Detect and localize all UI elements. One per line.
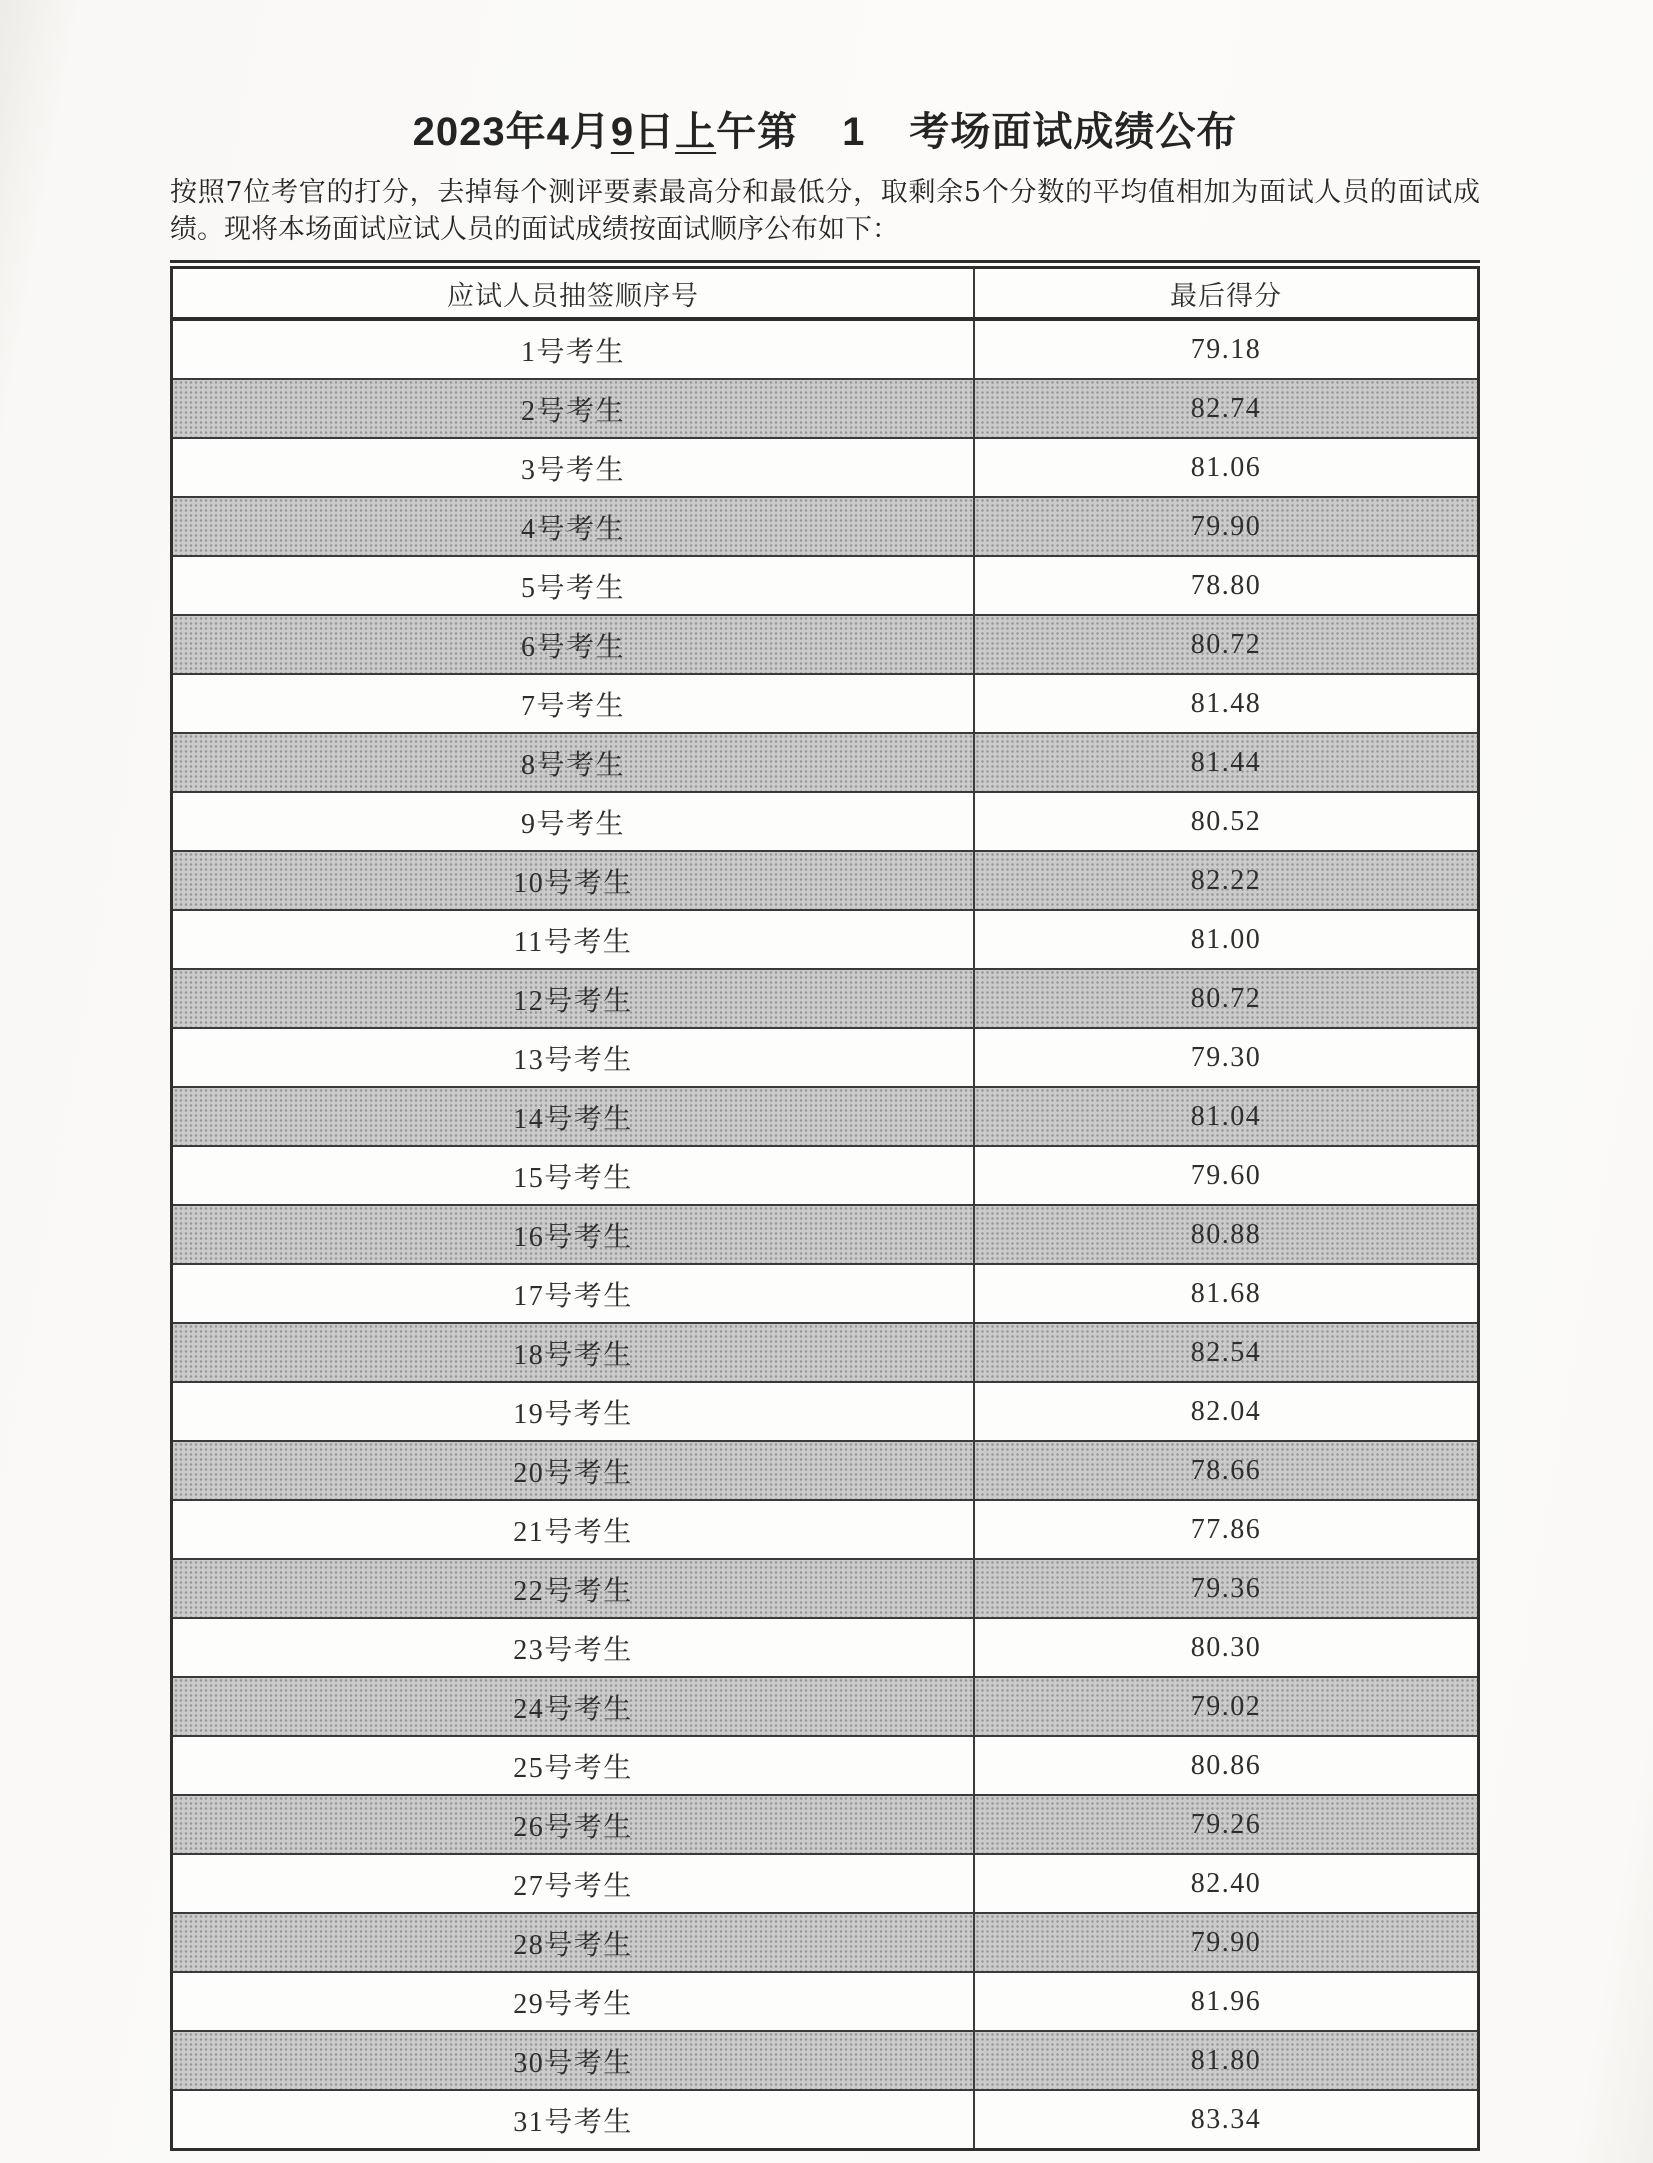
candidate-cell: 4号考生 (172, 497, 974, 556)
score-cell: 81.48 (974, 674, 1479, 733)
intro-paragraph: 按照7位考官的打分，去掉每个测评要素最高分和最低分，取剩余5个分数的平均值相加为面试人员的面试成绩。现将本场面试应试人员的面试成绩按面试顺序公布如下： (170, 177, 1480, 245)
score-cell: 78.66 (974, 1441, 1479, 1500)
score-cell: 81.00 (974, 910, 1479, 969)
candidate-cell: 3号考生 (172, 438, 974, 497)
score-cell: 81.44 (974, 733, 1479, 792)
candidate-cell: 22号考生 (172, 1559, 974, 1618)
title-date-prefix: 2023年4月 (412, 110, 611, 154)
candidate-cell: 30号考生 (172, 2031, 974, 2090)
score-table (170, 260, 1480, 2151)
score-cell: 81.96 (974, 1972, 1479, 2031)
candidate-cell: 10号考生 (172, 851, 974, 910)
candidate-cell: 19号考生 (172, 1382, 974, 1441)
table-row (172, 1205, 1479, 1264)
score-cell: 80.86 (974, 1736, 1479, 1795)
table-row (172, 379, 1479, 438)
candidate-cell: 11号考生 (172, 910, 974, 969)
table-row (172, 1795, 1479, 1854)
candidate-cell: 23号考生 (172, 1618, 974, 1677)
page-title (170, 106, 1480, 158)
table-row (172, 497, 1479, 556)
title-room-number: 1 (842, 110, 866, 154)
score-cell: 79.90 (974, 497, 1479, 556)
table-row (172, 556, 1479, 615)
table-row (172, 851, 1479, 910)
score-cell: 80.88 (974, 1205, 1479, 1264)
candidate-cell: 6号考生 (172, 615, 974, 674)
table-row (172, 1559, 1479, 1618)
score-cell: 79.90 (974, 1913, 1479, 1972)
table-row (172, 1913, 1479, 1972)
score-cell: 78.80 (974, 556, 1479, 615)
score-cell: 82.40 (974, 1854, 1479, 1913)
candidate-cell: 1号考生 (172, 319, 974, 379)
table-row (172, 1736, 1479, 1795)
table-header-row (172, 265, 1479, 320)
table-row (172, 910, 1479, 969)
score-cell: 79.18 (974, 319, 1479, 379)
score-cell: 80.72 (974, 969, 1479, 1028)
candidate-cell: 12号考生 (172, 969, 974, 1028)
table-row (172, 1028, 1479, 1087)
candidate-cell: 29号考生 (172, 1972, 974, 2031)
score-cell: 79.02 (974, 1677, 1479, 1736)
score-cell: 79.26 (974, 1795, 1479, 1854)
table-row (172, 2031, 1479, 2090)
candidate-cell: 21号考生 (172, 1500, 974, 1559)
table-row (172, 674, 1479, 733)
table-row (172, 1677, 1479, 1736)
table-row (172, 438, 1479, 497)
candidate-cell: 5号考生 (172, 556, 974, 615)
candidate-cell: 18号考生 (172, 1323, 974, 1382)
candidate-cell: 7号考生 (172, 674, 974, 733)
table-row (172, 319, 1479, 379)
title-suffix: 考场面试成绩公布 (909, 110, 1238, 154)
table-row (172, 1323, 1479, 1382)
table-row (172, 1441, 1479, 1500)
score-cell: 82.04 (974, 1382, 1479, 1441)
table-row (172, 1087, 1479, 1146)
header-final-score: 最后得分 (974, 265, 1479, 320)
score-cell: 82.54 (974, 1323, 1479, 1382)
candidate-cell: 14号考生 (172, 1087, 974, 1146)
table-body (172, 319, 1479, 2150)
candidate-cell: 8号考生 (172, 733, 974, 792)
table-row (172, 1382, 1479, 1441)
candidate-cell: 17号考生 (172, 1264, 974, 1323)
score-cell: 79.36 (974, 1559, 1479, 1618)
candidate-cell: 15号考生 (172, 1146, 974, 1205)
score-cell: 81.04 (974, 1087, 1479, 1146)
table-row (172, 792, 1479, 851)
score-cell: 80.30 (974, 1618, 1479, 1677)
candidate-cell: 16号考生 (172, 1205, 974, 1264)
header-candidate-order: 应试人员抽签顺序号 (172, 265, 974, 320)
title-session-rest: 午第 (716, 110, 799, 154)
table-row (172, 1264, 1479, 1323)
title-date-suffix: 日 (634, 110, 676, 154)
score-cell: 83.34 (974, 2090, 1479, 2150)
title-day-underlined: 9 (610, 110, 635, 154)
table-row (172, 733, 1479, 792)
candidate-cell: 31号考生 (172, 2090, 974, 2150)
score-cell: 81.06 (974, 438, 1479, 497)
score-cell: 80.52 (974, 792, 1479, 851)
table-row (172, 2090, 1479, 2150)
table-row (172, 1972, 1479, 2031)
candidate-cell: 26号考生 (172, 1795, 974, 1854)
score-cell: 79.30 (974, 1028, 1479, 1087)
table-row (172, 1854, 1479, 1913)
score-cell: 82.74 (974, 379, 1479, 438)
score-cell: 80.72 (974, 615, 1479, 674)
score-cell: 77.86 (974, 1500, 1479, 1559)
score-cell: 82.22 (974, 851, 1479, 910)
table-row (172, 969, 1479, 1028)
candidate-cell: 27号考生 (172, 1854, 974, 1913)
title-session-underlined: 上 (675, 110, 717, 154)
candidate-cell: 25号考生 (172, 1736, 974, 1795)
candidate-cell: 13号考生 (172, 1028, 974, 1087)
candidate-cell: 24号考生 (172, 1677, 974, 1736)
score-cell: 81.68 (974, 1264, 1479, 1323)
table-row (172, 1618, 1479, 1677)
table-row (172, 1146, 1479, 1205)
candidate-cell: 2号考生 (172, 379, 974, 438)
candidate-cell: 9号考生 (172, 792, 974, 851)
candidate-cell: 20号考生 (172, 1441, 974, 1500)
candidate-cell: 28号考生 (172, 1913, 974, 1972)
table-row (172, 1500, 1479, 1559)
score-cell: 81.80 (974, 2031, 1479, 2090)
score-cell: 79.60 (974, 1146, 1479, 1205)
table-row (172, 615, 1479, 674)
